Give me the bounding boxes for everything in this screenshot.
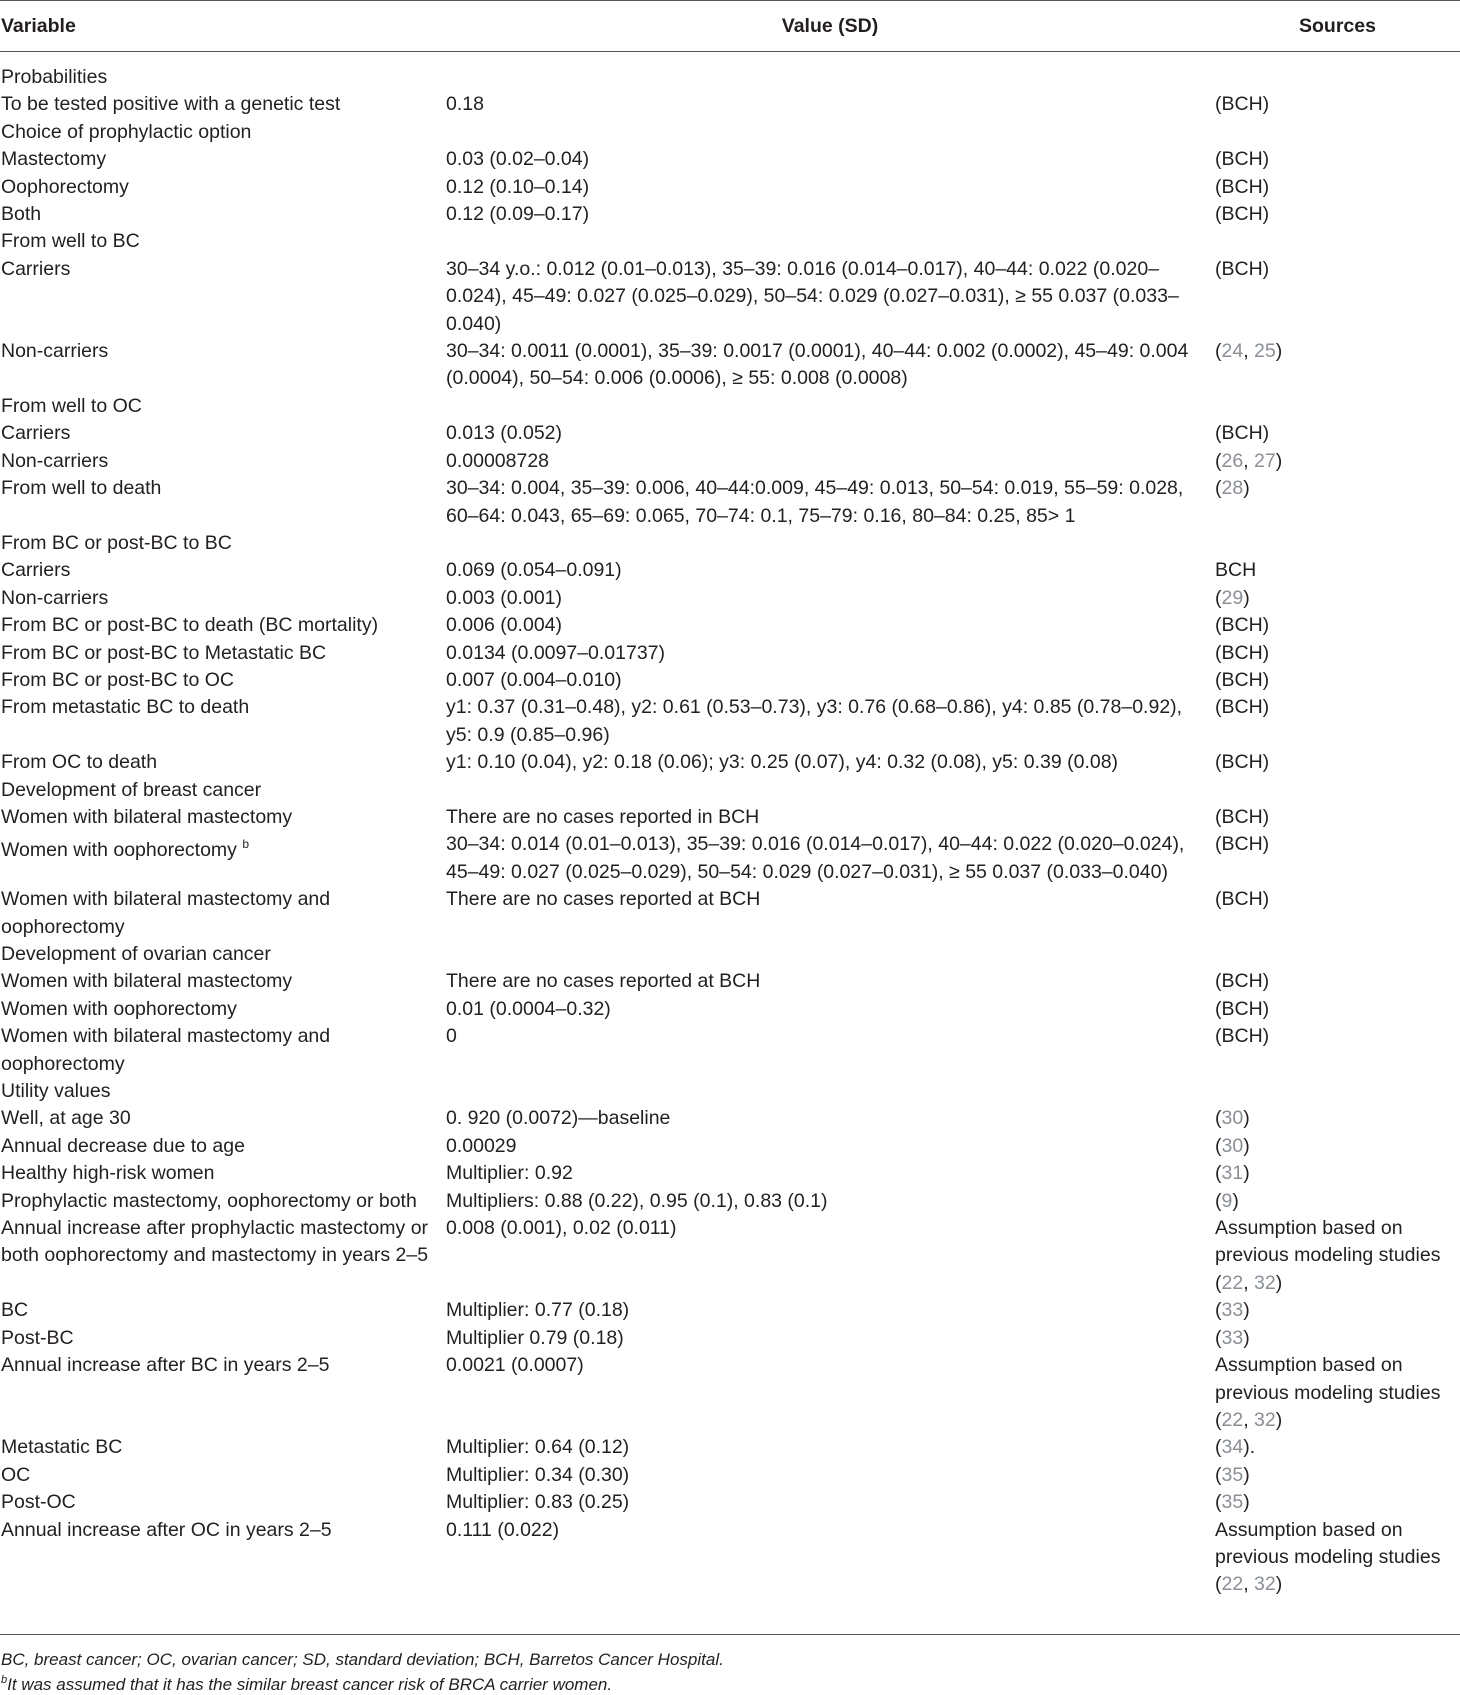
- value-cell: Multiplier: 0.92: [446, 1162, 573, 1185]
- variable-cell: [0, 256, 445, 338]
- header-value: Value (SD): [445, 1, 1215, 52]
- reference-link[interactable]: 33: [1221, 1299, 1244, 1322]
- table-row: [0, 1105, 1460, 1132]
- variable-label: Post-OC: [1, 1491, 76, 1514]
- value-cell: Multiplier 0.79 (0.18): [446, 1326, 624, 1349]
- variable-cell: [0, 804, 445, 831]
- source-cell: (9): [1215, 1189, 1239, 1212]
- reference-link[interactable]: 24: [1221, 340, 1244, 363]
- source-text: (BCH): [1215, 257, 1270, 280]
- variable-cell: [0, 1434, 445, 1461]
- source-cell: (35): [1215, 1491, 1250, 1514]
- reference-link[interactable]: 27: [1254, 449, 1276, 472]
- table-row: [0, 448, 1460, 475]
- source-cell: [1215, 612, 1460, 639]
- source-cell: [1215, 530, 1460, 557]
- source-text: (BCH): [1215, 888, 1270, 911]
- source-cell: [1215, 667, 1460, 694]
- header-sources: Sources: [1215, 1, 1460, 52]
- variable-cell: [0, 52, 445, 92]
- table-row: [0, 1160, 1460, 1187]
- source-text: (BCH): [1215, 751, 1270, 774]
- variable-label: Post-BC: [1, 1326, 74, 1349]
- table-row: [0, 777, 1460, 804]
- table-row: [0, 941, 1460, 968]
- footnote-marker: b: [242, 837, 250, 852]
- source-text: Assumption based on previous modeling studies: [1215, 1217, 1441, 1267]
- reference-link[interactable]: 30: [1221, 1134, 1244, 1157]
- source-text: BCH: [1215, 559, 1257, 582]
- variable-label: From well to OC: [1, 394, 142, 417]
- value-cell: 30–34 y.o.: 0.012 (0.01–0.013), 35–39: 0.016 (0.014–0.017), 40–44: 0.022 (0.020–0.024), 45–49: 0.027 (0.025–0.029), 50–54: 0.029 (0.027–0.031), ≥ 55 0.037 (0.033–0.040): [446, 257, 1179, 335]
- variable-label: Healthy high-risk women: [1, 1162, 215, 1185]
- source-text: (BCH): [1215, 641, 1270, 664]
- value-cell: [445, 1078, 1215, 1105]
- table-row: [0, 1489, 1460, 1516]
- reference-link[interactable]: 33: [1221, 1326, 1244, 1349]
- variable-label: From well to BC: [1, 230, 140, 253]
- variable-label: Well, at age 30: [1, 1107, 131, 1130]
- value-cell: Multiplier: 0.34 (0.30): [446, 1463, 630, 1486]
- value-cell: [445, 530, 1215, 557]
- table-row: [0, 749, 1460, 776]
- table-row: [0, 1078, 1460, 1105]
- variable-label: From BC or post-BC to BC: [1, 531, 232, 554]
- reference-link[interactable]: 35: [1221, 1463, 1244, 1486]
- table-row: [0, 1462, 1460, 1489]
- source-text: (BCH): [1215, 1025, 1270, 1048]
- source-text: (BCH): [1215, 203, 1270, 226]
- value-cell: 0.013 (0.052): [446, 422, 563, 445]
- variable-label: Women with oophorectomy: [1, 839, 237, 862]
- source-cell: [1215, 119, 1460, 146]
- variable-cell: [0, 174, 445, 201]
- value-cell: 0.111 (0.022): [446, 1518, 560, 1541]
- table-row: [0, 475, 1460, 530]
- table-row: [0, 612, 1460, 639]
- variable-label: Prophylactic mastectomy, oophorectomy or both: [1, 1189, 417, 1212]
- table-row: [0, 1297, 1460, 1324]
- source-cell: [1215, 1023, 1460, 1078]
- value-cell: There are no cases reported in BCH: [446, 805, 760, 828]
- source-text: (BCH): [1215, 696, 1270, 719]
- footnote-divider: [0, 1634, 1460, 1635]
- source-suffix: .: [1249, 1436, 1256, 1459]
- value-cell: 0.069 (0.054–0.091): [446, 559, 622, 582]
- value-cell: [445, 52, 1215, 92]
- variable-cell: [0, 968, 445, 995]
- reference-link[interactable]: 30: [1221, 1107, 1244, 1130]
- value-cell: Multipliers: 0.88 (0.22), 0.95 (0.1), 0.83 (0.1): [446, 1189, 828, 1212]
- variable-cell: [0, 886, 445, 941]
- value-cell: 0.12 (0.10–0.14): [446, 175, 590, 198]
- table-row: [0, 1352, 1460, 1434]
- variable-cell: [0, 1078, 445, 1105]
- table-row: [0, 201, 1460, 228]
- reference-link[interactable]: 34: [1221, 1436, 1244, 1459]
- reference-link[interactable]: 31: [1221, 1162, 1244, 1185]
- variable-cell: [0, 1489, 445, 1516]
- reference-link[interactable]: 32: [1254, 1573, 1276, 1596]
- table-row: [0, 338, 1460, 393]
- variable-cell: [0, 530, 445, 557]
- source-cell: [1215, 420, 1460, 447]
- value-cell: There are no cases reported at BCH: [446, 888, 761, 911]
- source-cell: (34).: [1215, 1436, 1256, 1459]
- variable-label: Carriers: [1, 257, 71, 280]
- variable-label: From BC or post-BC to death (BC mortality): [1, 614, 379, 637]
- table-row: [0, 146, 1460, 173]
- table-row: [0, 640, 1460, 667]
- variable-label: Non-carriers: [1, 586, 109, 609]
- source-text: (BCH): [1215, 93, 1270, 116]
- variable-cell: [0, 1517, 445, 1599]
- table-row: [0, 1188, 1460, 1215]
- reference-link[interactable]: 22: [1221, 1408, 1244, 1431]
- source-cell: (30): [1215, 1107, 1250, 1130]
- table-row: [0, 886, 1460, 941]
- variable-cell: [0, 146, 445, 173]
- table-body: [0, 52, 1460, 1599]
- value-cell: Multiplier: 0.77 (0.18): [446, 1299, 630, 1322]
- variable-label: Development of ovarian cancer: [1, 943, 271, 965]
- value-cell: 0.00029: [446, 1134, 517, 1157]
- variable-cell: [0, 91, 445, 118]
- table-row: [0, 667, 1460, 694]
- header-row: [0, 1, 1460, 52]
- variable-cell: [0, 1325, 445, 1352]
- table-row: [0, 831, 1460, 886]
- table-row: [0, 1133, 1460, 1160]
- variable-cell: [0, 585, 445, 612]
- variable-label: Metastatic BC: [1, 1436, 123, 1459]
- source-cell: Assumption based on previous modeling studies (22, 32): [1215, 1354, 1441, 1431]
- value-cell: y1: 0.10 (0.04), y2: 0.18 (0.06); y3: 0.25 (0.07), y4: 0.32 (0.08), y5: 0.39 (0.08): [446, 751, 1119, 774]
- variable-label: Oophorectomy: [1, 175, 129, 198]
- table-row: [0, 228, 1460, 255]
- source-cell: (31): [1215, 1162, 1250, 1185]
- source-text: (BCH): [1215, 148, 1270, 171]
- variable-cell: [0, 1188, 445, 1215]
- value-cell: [445, 777, 1215, 804]
- variable-cell: [0, 749, 445, 776]
- variable-cell: [0, 612, 445, 639]
- variable-cell: [0, 475, 445, 530]
- variable-label: From well to death: [1, 477, 162, 500]
- variable-cell: [0, 228, 445, 255]
- reference-link[interactable]: 32: [1254, 1271, 1276, 1294]
- source-cell: [1215, 831, 1460, 886]
- variable-cell: [0, 640, 445, 667]
- source-cell: (30): [1215, 1134, 1250, 1157]
- source-cell: [1215, 640, 1460, 667]
- source-cell: [1215, 174, 1460, 201]
- reference-link[interactable]: 32: [1254, 1408, 1276, 1431]
- table-row: [0, 1215, 1460, 1297]
- value-cell: 0.01 (0.0004–0.32): [446, 997, 611, 1020]
- source-cell: (35): [1215, 1463, 1250, 1486]
- source-cell: [1215, 804, 1460, 831]
- source-text: (BCH): [1215, 833, 1270, 856]
- reference-link[interactable]: 22: [1221, 1573, 1244, 1596]
- source-text: (BCH): [1215, 970, 1270, 993]
- variable-cell: [0, 1215, 445, 1297]
- variable-cell: [0, 338, 445, 393]
- variable-label: Women with bilateral mastectomy and oophorectomy: [1, 1025, 331, 1075]
- value-cell: 0.008 (0.001), 0.02 (0.011): [446, 1217, 677, 1240]
- value-cell: [445, 228, 1215, 255]
- source-cell: [1215, 996, 1460, 1023]
- table-row: [0, 530, 1460, 557]
- value-cell: 0.00008728: [446, 449, 550, 472]
- source-cell: [1215, 146, 1460, 173]
- source-cell: [1215, 228, 1460, 255]
- variable-label: Women with bilateral mastectomy: [1, 970, 293, 993]
- reference-link[interactable]: 26: [1221, 449, 1244, 472]
- header-variable: Variable: [0, 1, 445, 52]
- source-cell: (24, 25): [1215, 340, 1283, 363]
- variable-cell: [0, 448, 445, 475]
- variable-label: Carriers: [1, 559, 71, 582]
- reference-link[interactable]: 25: [1254, 340, 1276, 363]
- value-cell: 0.0021 (0.0007): [446, 1354, 584, 1377]
- variable-label: Women with bilateral mastectomy and oophorectomy: [1, 888, 331, 938]
- variable-label: Non-carriers: [1, 340, 109, 363]
- footnote-b: [1, 1674, 612, 1695]
- variable-cell: [0, 694, 445, 749]
- table-row: [0, 393, 1460, 420]
- source-text: (BCH): [1215, 805, 1270, 828]
- table-row: [0, 1517, 1460, 1599]
- variable-label: Women with oophorectomy: [1, 997, 237, 1020]
- source-cell: (29): [1215, 586, 1250, 609]
- source-cell: [1215, 256, 1460, 338]
- footnote-b-marker: b: [1, 1674, 8, 1686]
- variable-cell: [0, 1297, 445, 1324]
- source-cell: [1215, 941, 1460, 968]
- source-text: (BCH): [1215, 614, 1270, 637]
- value-cell: [445, 119, 1215, 146]
- table-row: [0, 968, 1460, 995]
- source-cell: Assumption based on previous modeling studies (22, 32): [1215, 1217, 1441, 1294]
- source-cell: (33): [1215, 1326, 1250, 1349]
- variable-label: Probabilities: [1, 66, 108, 88]
- value-cell: 0. 920 (0.0072)—baseline: [446, 1107, 671, 1130]
- variable-label: To be tested positive with a genetic test: [1, 93, 341, 116]
- value-cell: 0.0134 (0.0097–0.01737): [446, 641, 666, 664]
- variable-label: Carriers: [1, 422, 71, 445]
- variable-cell: [0, 393, 445, 420]
- source-cell: (26, 27): [1215, 449, 1283, 472]
- variable-cell: [0, 667, 445, 694]
- source-cell: Assumption based on previous modeling studies (22, 32): [1215, 1518, 1441, 1596]
- variable-label: Development of breast cancer: [1, 778, 262, 801]
- source-text: (BCH): [1215, 175, 1270, 198]
- source-text: (BCH): [1215, 422, 1270, 445]
- value-cell: 0.18: [446, 93, 484, 116]
- variable-cell: [0, 1462, 445, 1489]
- variable-label: OC: [1, 1463, 31, 1486]
- variable-label: Women with bilateral mastectomy: [1, 805, 293, 828]
- variable-label: Annual increase after OC in years 2–5: [1, 1518, 332, 1541]
- source-text: Assumption based on previous modeling studies: [1215, 1518, 1441, 1568]
- value-cell: [445, 941, 1215, 968]
- table-row: [0, 174, 1460, 201]
- table-row: [0, 256, 1460, 338]
- table-row: [0, 52, 1460, 92]
- variable-label: Annual increase after BC in years 2–5: [1, 1354, 330, 1377]
- value-cell: 0.03 (0.02–0.04): [446, 148, 590, 171]
- source-cell: [1215, 393, 1460, 420]
- source-cell: [1215, 968, 1460, 995]
- value-cell: 0: [446, 1025, 457, 1048]
- source-text: (BCH): [1215, 997, 1270, 1020]
- variable-cell: [0, 119, 445, 146]
- variable-label: From OC to death: [1, 751, 158, 774]
- value-cell: [445, 393, 1215, 420]
- variable-cell: [0, 831, 445, 886]
- table-row: [0, 804, 1460, 831]
- source-text: Assumption based on previous modeling studies: [1215, 1354, 1441, 1404]
- variable-label: Non-carriers: [1, 449, 109, 472]
- value-cell: 30–34: 0.014 (0.01–0.013), 35–39: 0.016 (0.014–0.017), 40–44: 0.022 (0.020–0.024), 45–49: 0.027 (0.025–0.029), 50–54: 0.029 (0.027–0.031), ≥ 55 0.037 (0.033–0.040): [446, 833, 1185, 883]
- variable-label: Both: [1, 203, 42, 226]
- source-cell: [1215, 1078, 1460, 1105]
- footnote-abbreviations: BC, breast cancer; OC, ovarian cancer; SD, standard deviation; BCH, Barretos Cancer Hospital.: [1, 1650, 724, 1669]
- table-row: [0, 420, 1460, 447]
- variable-cell: [0, 1352, 445, 1434]
- variable-cell: [0, 1160, 445, 1187]
- value-cell: There are no cases reported at BCH: [446, 970, 761, 993]
- variable-cell: [0, 420, 445, 447]
- source-cell: (33): [1215, 1299, 1250, 1322]
- source-cell: [1215, 886, 1460, 941]
- source-cell: [1215, 52, 1460, 92]
- value-cell: Multiplier: 0.64 (0.12): [446, 1436, 630, 1459]
- footnote-b-text: It was assumed that it has the similar breast cancer risk of BRCA carrier women.: [7, 1675, 613, 1694]
- value-cell: y1: 0.37 (0.31–0.48), y2: 0.61 (0.53–0.73), y3: 0.76 (0.68–0.86), y4: 0.85 (0.78–0.92), y5: 0.9 (0.85–0.96): [446, 696, 1183, 746]
- value-cell: 0.003 (0.001): [446, 586, 563, 609]
- source-cell: [1215, 201, 1460, 228]
- table-row: [0, 585, 1460, 612]
- value-cell: 0.006 (0.004): [446, 614, 563, 637]
- reference-link[interactable]: 29: [1221, 586, 1244, 609]
- reference-link[interactable]: 9: [1221, 1189, 1233, 1212]
- table-row: [0, 1325, 1460, 1352]
- reference-link[interactable]: 22: [1221, 1271, 1244, 1294]
- table-row: [0, 1434, 1460, 1461]
- variable-cell: [0, 1133, 445, 1160]
- table-row: [0, 1023, 1460, 1078]
- table-row: [0, 996, 1460, 1023]
- source-cell: [1215, 557, 1460, 584]
- variable-label: Choice of prophylactic option: [1, 120, 252, 143]
- variable-cell: [0, 1023, 445, 1078]
- variable-label: Mastectomy: [1, 148, 107, 171]
- variable-label: From metastatic BC to death: [1, 696, 250, 719]
- source-cell: [1215, 91, 1460, 118]
- table-row: [0, 557, 1460, 584]
- reference-link[interactable]: 28: [1221, 477, 1244, 500]
- variable-label: Annual increase after prophylactic mastectomy or both oophorectomy and mastectomy in years 2–5: [1, 1217, 429, 1267]
- source-cell: [1215, 694, 1460, 749]
- source-cell: [1215, 749, 1460, 776]
- table-row: [0, 91, 1460, 118]
- value-cell: 0.12 (0.09–0.17): [446, 203, 590, 226]
- variable-cell: [0, 1105, 445, 1132]
- variable-cell: [0, 996, 445, 1023]
- value-cell: 30–34: 0.004, 35–39: 0.006, 40–44:0.009, 45–49: 0.013, 50–54: 0.019, 55–59: 0.028, 60–64: 0.043, 65–69: 0.065, 70–74: 0.1, 75–79: 0.16, 80–84: 0.25, 85> 1: [446, 477, 1184, 527]
- source-cell: [1215, 777, 1460, 804]
- table-row: [0, 119, 1460, 146]
- value-cell: Multiplier: 0.83 (0.25): [446, 1491, 630, 1514]
- source-cell: (28): [1215, 477, 1250, 500]
- variable-cell: [0, 201, 445, 228]
- value-cell: 0.007 (0.004–0.010): [446, 668, 622, 691]
- variable-label: From BC or post-BC to OC: [1, 668, 234, 691]
- variable-cell: [0, 557, 445, 584]
- variable-cell: [0, 777, 445, 804]
- value-cell: 30–34: 0.0011 (0.0001), 35–39: 0.0017 (0.0001), 40–44: 0.002 (0.0002), 45–49: 0.004 (0.0004), 50–54: 0.006 (0.0006), ≥ 55: 0.008 (0.0008): [446, 340, 1189, 390]
- variable-label: Annual decrease due to age: [1, 1134, 245, 1157]
- source-text: (BCH): [1215, 668, 1270, 691]
- variable-label: From BC or post-BC to Metastatic BC: [1, 641, 327, 664]
- variable-label: BC: [1, 1299, 29, 1322]
- table-row: [0, 694, 1460, 749]
- variable-label: Utility values: [1, 1080, 111, 1103]
- variable-cell: [0, 941, 445, 968]
- reference-link[interactable]: 35: [1221, 1491, 1244, 1514]
